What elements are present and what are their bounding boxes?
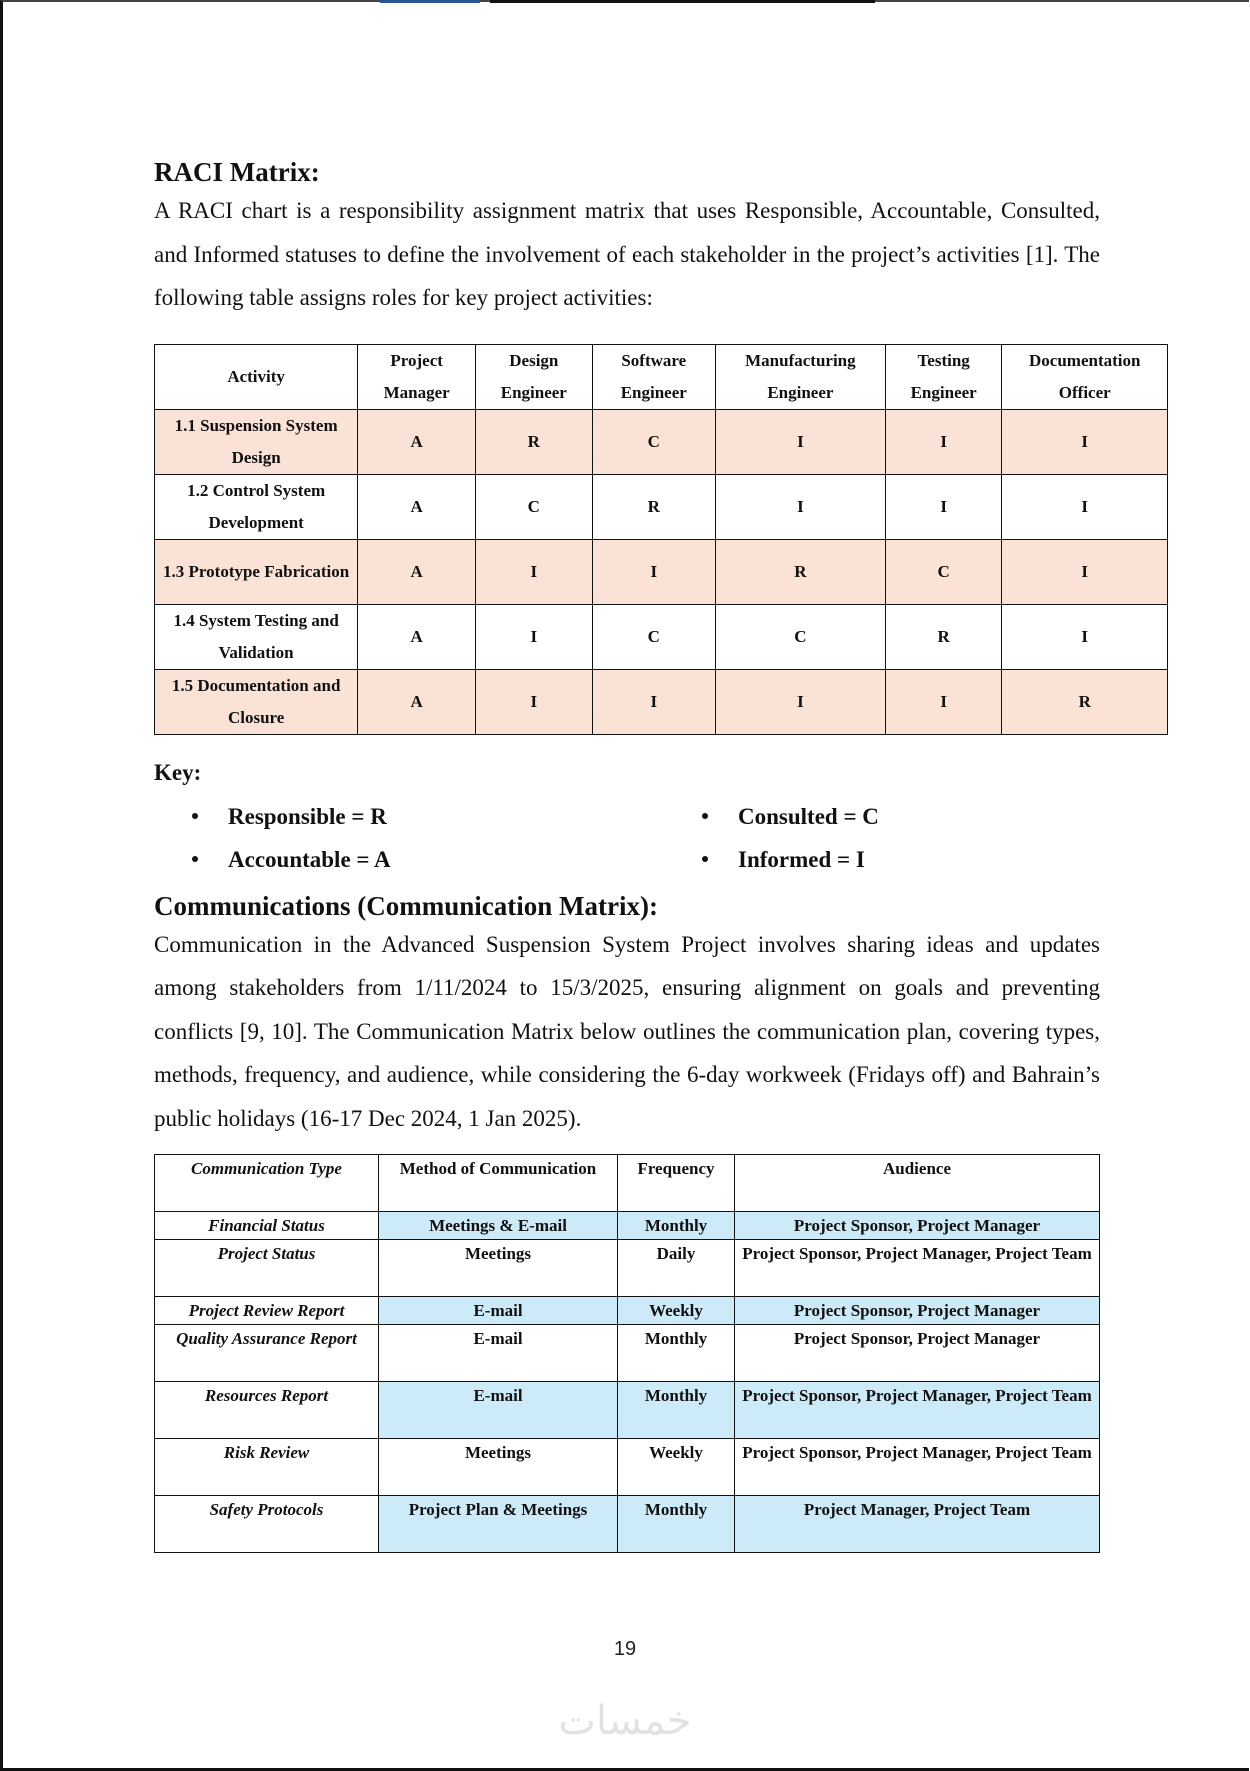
raci-cell: I (1002, 604, 1168, 669)
raci-cell: I (1002, 539, 1168, 604)
comm-frequency: Monthly (618, 1325, 735, 1382)
raci-header-testing-engineer: Testing Engineer (885, 344, 1002, 409)
comm-row (155, 1212, 1100, 1240)
comm-frequency: Monthly (618, 1382, 735, 1439)
raci-activity: 1.1 Suspension System Design (155, 409, 358, 474)
raci-cell: C (885, 539, 1002, 604)
watermark-logo: خمسات (558, 1698, 692, 1744)
raci-cell: R (715, 539, 885, 604)
comm-type: Risk Review (155, 1439, 379, 1496)
bullet-icon (702, 813, 708, 819)
raci-activity: 1.4 System Testing and Validation (155, 604, 358, 669)
raci-cell: C (592, 409, 715, 474)
raci-cell: A (358, 474, 476, 539)
comm-type: Financial Status (155, 1212, 379, 1240)
raci-header-design-engineer: Design Engineer (476, 344, 593, 409)
bullet-icon (192, 813, 198, 819)
raci-cell: I (476, 539, 593, 604)
comm-method: E-mail (379, 1297, 618, 1325)
comm-header-frequency: Frequency (618, 1155, 735, 1212)
top-edge-bar (490, 0, 875, 3)
raci-cell: I (1002, 474, 1168, 539)
raci-cell: C (592, 604, 715, 669)
raci-cell: I (885, 669, 1002, 734)
comm-frequency: Daily (618, 1240, 735, 1297)
comm-frequency: Monthly (618, 1212, 735, 1240)
comm-type: Resources Report (155, 1382, 379, 1439)
comm-row (155, 1439, 1100, 1496)
raci-activity: 1.5 Documentation and Closure (155, 669, 358, 734)
comm-audience: Project Sponsor, Project Manager (735, 1212, 1100, 1240)
raci-cell: A (358, 669, 476, 734)
comm-row (155, 1297, 1100, 1325)
comm-frequency: Weekly (618, 1297, 735, 1325)
comm-method: Project Plan & Meetings (379, 1496, 618, 1553)
comm-method: Meetings (379, 1240, 618, 1297)
raci-cell: A (358, 409, 476, 474)
raci-cell: R (885, 604, 1002, 669)
page-number: 19 (613, 1638, 637, 1660)
raci-cell: R (476, 409, 593, 474)
comm-audience: Project Sponsor, Project Manager, Project Team (735, 1382, 1100, 1439)
raci-cell: I (592, 669, 715, 734)
comm-type: Quality Assurance Report (155, 1325, 379, 1382)
raci-table (154, 344, 1168, 735)
comm-audience: Project Sponsor, Project Manager (735, 1325, 1100, 1382)
key-item-consulted: Consulted = C (702, 795, 1102, 838)
raci-heading: RACI Matrix: (154, 157, 320, 187)
comm-header-row (155, 1155, 1100, 1212)
comm-method: Meetings (379, 1439, 618, 1496)
raci-cell: C (476, 474, 593, 539)
comm-type: Project Status (155, 1240, 379, 1297)
raci-activity: 1.2 Control System Development (155, 474, 358, 539)
raci-key (154, 757, 1100, 881)
comm-audience: Project Sponsor, Project Manager, Project Team (735, 1439, 1100, 1496)
comm-audience: Project Sponsor, Project Manager (735, 1297, 1100, 1325)
raci-header-activity: Activity (155, 344, 358, 409)
key-list (192, 795, 1100, 881)
raci-cell: R (592, 474, 715, 539)
comm-audience: Project Manager, Project Team (735, 1496, 1100, 1553)
raci-row (155, 409, 1168, 474)
raci-cell: I (885, 474, 1002, 539)
comm-method: Meetings & E-mail (379, 1212, 618, 1240)
key-item-accountable: Accountable = A (192, 838, 702, 881)
bullet-icon (702, 856, 708, 862)
comm-row (155, 1325, 1100, 1382)
raci-cell: I (476, 604, 593, 669)
raci-activity: 1.3 Prototype Fabrication (155, 539, 358, 604)
comm-type: Project Review Report (155, 1297, 379, 1325)
raci-cell: I (885, 409, 1002, 474)
raci-cell: I (476, 669, 593, 734)
comm-audience: Project Sponsor, Project Manager, Project Team (735, 1240, 1100, 1297)
raci-cell: C (715, 604, 885, 669)
top-scroll-indicator (380, 0, 480, 3)
comm-frequency: Monthly (618, 1496, 735, 1553)
comm-header-type: Communication Type (155, 1155, 379, 1212)
bullet-icon (192, 856, 198, 862)
comm-row (155, 1496, 1100, 1553)
raci-intro: A RACI chart is a responsibility assignment matrix that uses Responsible, Accountable, Consulted, and Informed statuses to define the involvement of each stakeholder in the project’s activities [1]. The following table assigns roles for key project activities: (154, 198, 1100, 310)
key-item-informed: Informed = I (702, 838, 1102, 881)
raci-cell: I (715, 409, 885, 474)
raci-cell: I (715, 474, 885, 539)
key-heading: Key: (154, 759, 202, 785)
raci-header-documentation-officer: Documentation Officer (1002, 344, 1168, 409)
comm-row (155, 1382, 1100, 1439)
raci-cell: I (592, 539, 715, 604)
raci-cell: I (1002, 409, 1168, 474)
comm-type: Safety Protocols (155, 1496, 379, 1553)
raci-row (155, 539, 1168, 604)
comm-frequency: Weekly (618, 1439, 735, 1496)
page-content (154, 155, 1141, 1553)
comm-header-audience: Audience (735, 1155, 1100, 1212)
comm-method: E-mail (379, 1382, 618, 1439)
raci-header-manufacturing-engineer: Manufacturing Engineer (715, 344, 885, 409)
raci-cell: A (358, 604, 476, 669)
comm-row (155, 1240, 1100, 1297)
comm-header-method: Method of Communication (379, 1155, 618, 1212)
raci-row (155, 474, 1168, 539)
raci-header-row (155, 344, 1168, 409)
raci-header-software-engineer: Software Engineer (592, 344, 715, 409)
communications-heading: Communications (Communication Matrix): (154, 890, 658, 921)
comm-method: E-mail (379, 1325, 618, 1382)
raci-row (155, 669, 1168, 734)
raci-cell: A (358, 539, 476, 604)
communications-intro: Communication in the Advanced Suspension System Project involves sharing ideas and updates among stakeholders from 1/11/2024 to 15/3/2025, ensuring alignment on goals and preventing conflicts [9, 10]. The Communication Matrix below outlines the communication plan, covering types, methods, frequency, and audience, while considering the 6-day workweek (Fridays off) and Bahrain’s public holidays (16-17 Dec 2024, 1 Jan 2025). (154, 931, 1100, 1131)
communication-matrix-table (154, 1154, 1100, 1553)
raci-cell: I (715, 669, 885, 734)
raci-cell: R (1002, 669, 1168, 734)
raci-row (155, 604, 1168, 669)
key-item-responsible: Responsible = R (192, 795, 702, 838)
raci-header-project-manager: Project Manager (358, 344, 476, 409)
